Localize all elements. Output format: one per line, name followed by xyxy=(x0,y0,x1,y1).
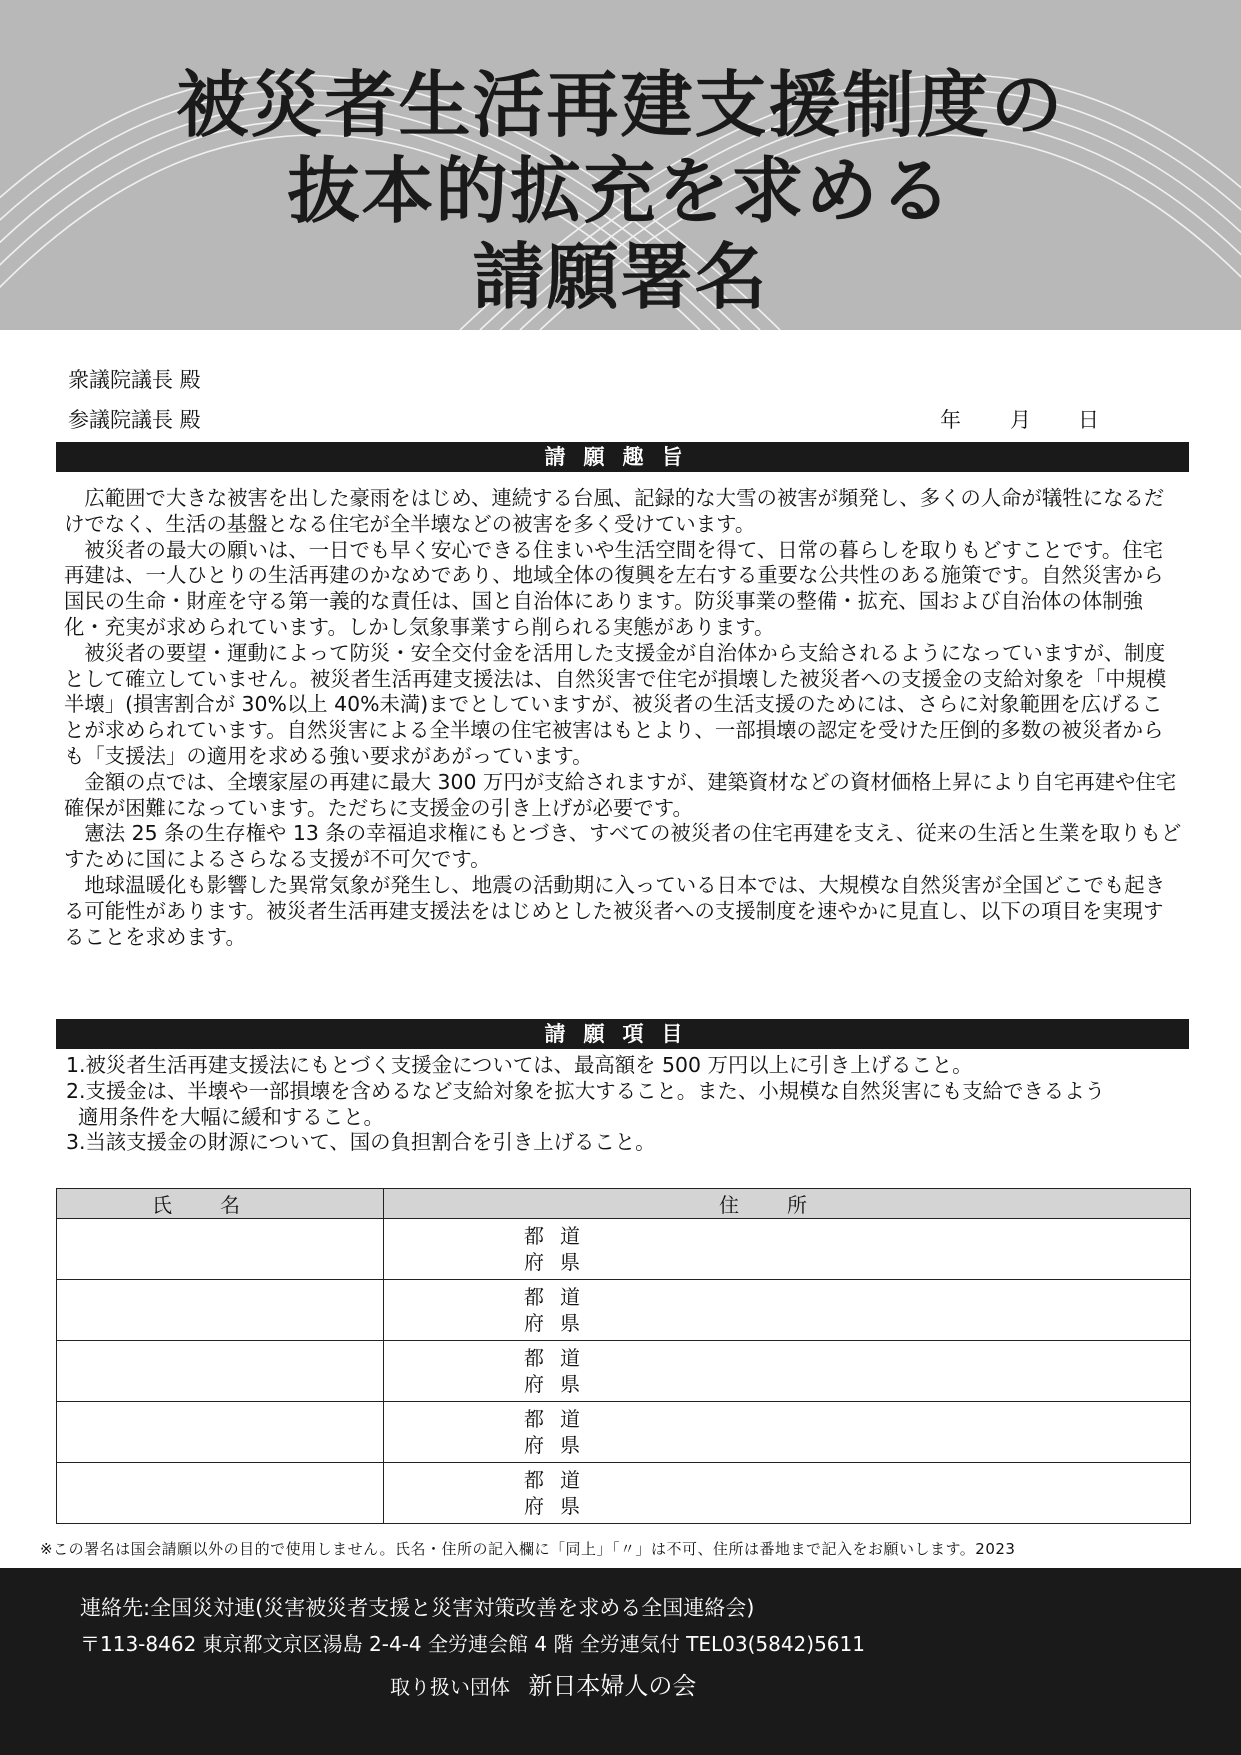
address-column-header: 住所 xyxy=(384,1189,1191,1219)
items-heading: 請願項目 xyxy=(56,1019,1189,1049)
signature-table xyxy=(56,1188,1191,1524)
table-row xyxy=(57,1402,1191,1463)
table-row xyxy=(57,1463,1191,1524)
pref-line-1: 都道 xyxy=(524,1468,596,1492)
petition-items xyxy=(66,1053,1186,1156)
address-field[interactable] xyxy=(384,1402,1191,1463)
date-day: 日 xyxy=(1078,408,1099,432)
addressee-representatives: 衆議院議長 殿 xyxy=(68,368,201,392)
petition-item-2: 2.支援金は、半壊や一部損壊を含めるなど支給対象を拡大すること。また、小規模な自然災害にも支給できるよう xyxy=(66,1078,1105,1103)
title-line-2: 抜本的拡充を求める xyxy=(287,149,954,233)
purpose-heading: 請願趣旨 xyxy=(56,442,1189,472)
date-year: 年 xyxy=(940,408,961,432)
pref-line-2: 府県 xyxy=(524,1250,596,1274)
handler-label: 取り扱い団体 xyxy=(390,1675,510,1699)
signature-table-header xyxy=(57,1189,1191,1219)
table-row xyxy=(57,1341,1191,1402)
pref-line-2: 府県 xyxy=(524,1433,596,1457)
prefecture-label xyxy=(384,1345,1190,1397)
purpose-paragraph: 憲法 25 条の生存権や 13 条の幸福追求権にもとづき、すべての被災者の住宅再建を支え、従来の生活と生業を取りもどすために国によるさらなる支援が不可欠です。 xyxy=(64,821,1182,872)
name-field[interactable] xyxy=(57,1280,384,1341)
header-banner xyxy=(0,0,1241,330)
name-field[interactable] xyxy=(57,1463,384,1524)
address-field[interactable] xyxy=(384,1280,1191,1341)
prefecture-label xyxy=(384,1284,1190,1336)
addressee-councillors: 参議院議長 殿 xyxy=(68,408,201,432)
petition-item-1: 1.被災者生活再建支援法にもとづく支援金については、最高額を 500 万円以上に引き上げること。 xyxy=(66,1053,973,1077)
purpose-body xyxy=(64,486,1182,950)
purpose-paragraph: 被災者の最大の願いは、一日でも早く安心できる住まいや生活空間を得て、日常の暮らしを取りもどすことです。住宅再建は、一人ひとりの生活再建のかなめであり、地域全体の復興を左右する重要な公共性のある施策です。自然災害から国民の生命・財産を守る第一義的な責任は、国と自治体にあります。防災事業の整備・拡充、国および自治体の体制強化・充実が求められています。しかし気象事業すら削られる実態があります。 xyxy=(64,537,1164,639)
contact-address: 〒113-8462 東京都文京区湯島 2-4-4 全労連会館 4 階 全労連気付 TEL03(5842)5611 xyxy=(80,1632,865,1656)
pref-line-1: 都道 xyxy=(524,1285,596,1309)
handling-organization xyxy=(390,1666,696,1701)
page-title xyxy=(0,62,1241,320)
handler-name: 新日本婦人の会 xyxy=(528,1672,697,1700)
prefecture-label xyxy=(384,1223,1190,1275)
petition-item-3: 3.当該支援金の財源について、国の負担割合を引き上げること。 xyxy=(66,1130,656,1155)
name-column-header: 氏名 xyxy=(57,1189,384,1219)
date-month: 月 xyxy=(1010,408,1031,432)
purpose-paragraph: 金額の点では、全壊家屋の再建に最大 300 万円が支給されますが、建築資材などの資材価格上昇により自宅再建や住宅確保が困難になっています。ただちに支援金の引き上げが必要です。 xyxy=(64,769,1177,820)
pref-line-1: 都道 xyxy=(524,1346,596,1370)
prefecture-label xyxy=(384,1467,1190,1519)
name-field[interactable] xyxy=(57,1341,384,1402)
petition-item-2-continued: 適用条件を大幅に緩和すること。 xyxy=(78,1104,384,1129)
title-line-3: 請願署名 xyxy=(472,235,769,319)
address-field[interactable] xyxy=(384,1463,1191,1524)
purpose-paragraph: 地球温暖化も影響した異常気象が発生し、地震の活動期に入っている日本では、大規模な自然災害が全国どこでも起きる可能性があります。被災者生活再建支援法をはじめとした被災者への支援制度を速やかに見直し、以下の項目を実現することを求めます。 xyxy=(64,872,1166,949)
purpose-paragraph: 被災者の要望・運動によって防災・安全交付金を活用した支援金が自治体から支給されるようになっていますが、制度として確立していません。被災者生活再建支援法は、自然災害で住宅が損壊した被災者への支援金の支給対象を「中規模半壊」(損害割合が 30%以上 40%未満)までとしていますが、被災者の生活支援のためには、さらに対象範囲を広げることが求められています。自然災害による全半壊の住宅被害はもとより、一部損壊の認定を受けた圧倒的多数の被災者からも「支援法」の適用を求める強い要求があがっています。 xyxy=(64,640,1167,768)
pref-line-2: 府県 xyxy=(524,1372,596,1396)
title-line-1: 被災者生活再建支援制度の xyxy=(176,63,1065,147)
pref-line-1: 都道 xyxy=(524,1407,596,1431)
purpose-paragraph: 広範囲で大きな被害を出した豪雨をはじめ、連続する台風、記録的な大雪の被害が頻発し、多くの人命が犠牲になるだけでなく、生活の基盤となる住宅が全半壊などの被害を多く受けています。 xyxy=(64,486,1165,536)
pref-line-2: 府県 xyxy=(524,1494,596,1518)
contact-line: 連絡先:全国災対連(災害被災者支援と災害対策改善を求める全国連絡会) xyxy=(80,1596,755,1620)
footer xyxy=(0,1568,1241,1755)
pref-line-1: 都道 xyxy=(524,1224,596,1248)
pref-line-2: 府県 xyxy=(524,1311,596,1335)
table-row xyxy=(57,1280,1191,1341)
prefecture-label xyxy=(384,1406,1190,1458)
name-field[interactable] xyxy=(57,1402,384,1463)
usage-note: ※この署名は国会請願以外の目的で使用しません。氏名・住所の記入欄に「同上」「〃」は不可、住所は番地まで記入をお願いします。2023 xyxy=(40,1540,1016,1558)
name-field[interactable] xyxy=(57,1219,384,1280)
address-field[interactable] xyxy=(384,1341,1191,1402)
table-row xyxy=(57,1219,1191,1280)
address-field[interactable] xyxy=(384,1219,1191,1280)
